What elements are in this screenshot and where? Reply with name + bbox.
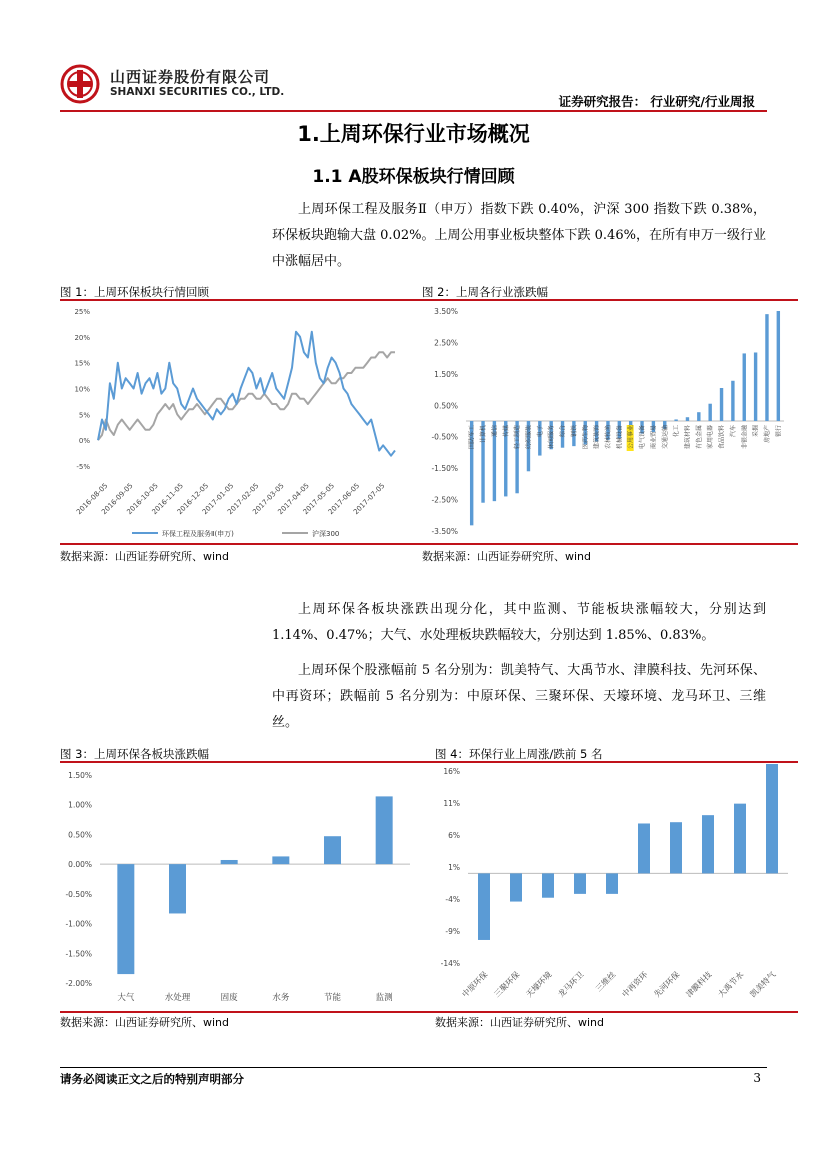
x-category-label: 钢铁: [570, 425, 578, 438]
x-category-label: 监测: [375, 993, 393, 1003]
x-category-label: 银行: [775, 425, 783, 438]
x-category-label: 医药生物: [582, 425, 590, 450]
figure-1-title: 图 1：上周环保板块行情回顾: [60, 285, 209, 299]
chart-top-bottom-stocks: [430, 764, 798, 1010]
x-tick-label: 2017-05-05: [301, 481, 337, 517]
x-tick-label: 2016-09-05: [100, 481, 135, 517]
x-category-label: 中再资环: [620, 970, 650, 1000]
y-tick-label: 2.50%: [434, 338, 458, 348]
bar: [743, 353, 746, 421]
bar: [670, 822, 682, 873]
x-category-label: 节能: [323, 993, 342, 1003]
x-tick-label: 2016-11-05: [150, 481, 185, 517]
x-category-label: 三聚环保: [492, 970, 522, 1000]
x-category-label: 电子: [536, 425, 544, 438]
bar: [697, 412, 700, 421]
bar: [510, 873, 522, 901]
figure-2-title: 图 2：上周各行业涨跌幅: [422, 285, 548, 299]
x-category-label: 商业贸易: [650, 425, 658, 450]
bar: [574, 873, 586, 893]
x-category-label: 综合: [559, 425, 567, 438]
paragraph-1-text: 上周环保工程及服务Ⅱ（申万）指数下跌 0.40%，沪深 300 指数下跌 0.38%，环保板块跑输大盘 0.02%。上周公用事业板块整体下跌 0.46%，在所有申万一级行业中涨幅居中。: [272, 202, 766, 269]
company-name-cn: 山西证券股份有限公司: [110, 68, 271, 86]
x-category-label: 津膜科技: [684, 970, 714, 1000]
section-heading: 1.上周环保行业市场概况: [297, 122, 530, 146]
y-tick-label: -2.00%: [65, 979, 92, 988]
bar: [720, 388, 723, 421]
footer-disclaimer: 请务必阅读正文之后的特别声明部分: [60, 1072, 244, 1086]
report-type: 证券研究报告： 行业研究/行业周报: [558, 94, 755, 109]
y-tick-label: 5%: [78, 411, 90, 420]
paragraph-2-text: 上周环保各板块涨跌出现分化，其中监测、节能板块涨幅较大，分别达到 1.14%、0.47%；大气、水处理板块跌幅较大，分别达到 1.85%、0.83%。: [272, 602, 766, 643]
paragraph-3: [272, 658, 766, 736]
x-category-label: 大气: [117, 993, 135, 1003]
bar: [324, 836, 341, 864]
figure-row-1-bottom-rule: [60, 543, 798, 545]
y-tick-label: -5%: [76, 463, 90, 471]
chart-industry-change: [422, 301, 798, 543]
x-category-label: 食品饮料: [718, 425, 726, 450]
x-category-label: 农林牧渔: [604, 425, 612, 450]
x-category-label: 水务: [272, 993, 290, 1003]
footer-rule: [60, 1067, 767, 1068]
x-tick-label: 2017-01-05: [200, 481, 236, 517]
x-category-label: 固废: [220, 993, 238, 1003]
x-category-label: 先河环保: [652, 970, 682, 1000]
x-category-label: 龙马环卫: [556, 970, 586, 1000]
header-rule: [60, 110, 767, 112]
x-category-label: 传媒: [502, 425, 510, 438]
bar: [674, 419, 677, 421]
y-tick-label: -0.50%: [431, 432, 458, 442]
bar: [272, 856, 289, 864]
chart-env-subsector-change: [60, 764, 425, 1010]
y-tick-label: 15%: [74, 359, 90, 368]
x-tick-label: 2017-04-05: [276, 481, 311, 517]
x-category-label: 机械设备: [616, 425, 624, 450]
bar: [638, 823, 650, 873]
y-tick-label: 0.00%: [68, 860, 92, 870]
bar: [734, 804, 746, 874]
page-number: 3: [753, 1071, 761, 1085]
y-tick-label: -0.50%: [65, 889, 92, 899]
bar: [606, 873, 618, 893]
bar: [731, 381, 734, 421]
figure-row-2-bottom-rule: [60, 1011, 798, 1013]
legend-label: 沪深300: [312, 530, 340, 538]
x-category-label: 计算机: [480, 425, 488, 444]
x-category-label: 纺织服装: [525, 425, 533, 450]
company-name-en: SHANXI SECURITIES CO., LTD.: [110, 86, 285, 98]
bar: [754, 352, 757, 421]
logo-mark-icon: [60, 64, 100, 104]
x-category-label: 天壕环境: [524, 970, 554, 1000]
y-tick-label: 1.00%: [68, 800, 92, 810]
y-tick-label: -14%: [440, 959, 460, 968]
y-tick-label: -1.50%: [65, 949, 92, 959]
x-category-label: 水处理: [164, 993, 191, 1003]
x-category-label: 三维丝: [594, 970, 618, 994]
chart-env-sector-trend: [60, 301, 415, 543]
x-category-label: 交通运输: [661, 425, 669, 450]
y-tick-label: 16%: [443, 767, 460, 776]
y-tick-label: 25%: [74, 308, 90, 316]
subsection-heading: 1.1 A股环保板块行情回顾: [312, 167, 515, 187]
figure-1-source: 数据来源：山西证券研究所、wind: [60, 550, 230, 563]
y-tick-label: 10%: [74, 385, 90, 394]
x-category-label: 轻工制造: [514, 425, 522, 450]
x-category-label: 汽车: [729, 425, 737, 438]
bar: [478, 873, 490, 940]
y-tick-label: -2.50%: [431, 495, 458, 505]
x-category-label: 国防军工: [468, 425, 476, 450]
x-category-label: 非银金融: [741, 425, 749, 450]
paragraph-1: [272, 197, 766, 275]
series-line: [98, 332, 395, 456]
y-tick-label: 1.50%: [434, 369, 458, 379]
bar: [376, 796, 393, 864]
y-tick-label: -1.50%: [431, 464, 458, 474]
x-category-label: 建筑材料: [684, 425, 692, 450]
bar: [169, 864, 186, 913]
bar: [765, 314, 768, 421]
x-category-label: 凯美特气: [748, 970, 778, 1000]
x-category-label: 房地产: [763, 425, 771, 444]
legend-label: 环保工程及服务Ⅱ(申万): [162, 530, 234, 538]
x-category-label: 休闲服务: [548, 425, 556, 450]
x-tick-label: 2017-02-05: [226, 481, 261, 517]
x-category-label: 有色金属: [695, 425, 703, 450]
bar: [766, 764, 778, 873]
x-tick-label: 2017-06-05: [326, 481, 362, 517]
x-category-label: 化工: [673, 425, 681, 438]
y-tick-label: 0.50%: [434, 401, 458, 411]
x-tick-label: 2017-03-05: [251, 481, 286, 517]
figure-2-source: 数据来源：山西证券研究所、wind: [422, 550, 592, 563]
x-category-label: 采掘: [752, 425, 760, 438]
x-tick-label: 2016-10-05: [125, 481, 160, 517]
y-tick-label: -1.00%: [65, 919, 92, 929]
bar: [702, 815, 714, 873]
x-tick-label: 2016-08-05: [74, 481, 110, 517]
y-tick-label: 0.50%: [68, 830, 92, 840]
bar: [117, 864, 134, 974]
y-tick-label: 1%: [448, 863, 460, 872]
figure-row-2-top-rule: [60, 761, 798, 763]
bar: [221, 860, 238, 864]
y-tick-label: 1.50%: [68, 771, 92, 780]
figure-3-title: 图 3：上周环保各板块涨跌幅: [60, 747, 209, 761]
y-tick-label: 3.50%: [434, 307, 458, 316]
y-tick-label: 11%: [443, 799, 460, 808]
y-tick-label: -9%: [445, 927, 460, 936]
x-category-label: 电气设备: [639, 425, 647, 450]
paragraph-2: [272, 597, 766, 649]
x-tick-label: 2017-07-05: [351, 481, 387, 517]
y-tick-label: 0%: [78, 437, 90, 446]
company-logo: [60, 64, 100, 104]
y-tick-label: -4%: [445, 895, 460, 904]
figure-4-title: 图 4：环保行业上周涨/跌前 5 名: [435, 747, 603, 761]
figure-3-source: 数据来源：山西证券研究所、wind: [60, 1016, 230, 1029]
x-category-label: 建筑装饰: [593, 425, 601, 450]
y-tick-label: -3.50%: [431, 527, 458, 536]
bar: [542, 873, 554, 897]
y-tick-label: 6%: [448, 831, 460, 840]
y-tick-label: 20%: [74, 333, 90, 342]
figure-4-source: 数据来源：山西证券研究所、wind: [435, 1016, 605, 1029]
x-category-label: 通信: [491, 425, 499, 438]
series-line: [98, 352, 395, 440]
x-category-label: 家用电器: [707, 425, 715, 450]
x-tick-label: 2016-12-05: [175, 481, 211, 517]
bar: [708, 404, 711, 421]
x-category-label: 中原环保: [460, 970, 490, 1000]
x-category-label: 公用事业: [627, 425, 635, 450]
bar: [686, 417, 689, 421]
x-category-label: 大禹节水: [716, 970, 746, 1000]
paragraph-3-text: 上周环保个股涨幅前 5 名分别为：凯美特气、大禹节水、津膜科技、先河环保、中再资环；跌幅前 5 名分别为：中原环保、三聚环保、天壕环境、龙马环卫、三维丝。: [272, 663, 766, 730]
bar: [777, 311, 780, 421]
